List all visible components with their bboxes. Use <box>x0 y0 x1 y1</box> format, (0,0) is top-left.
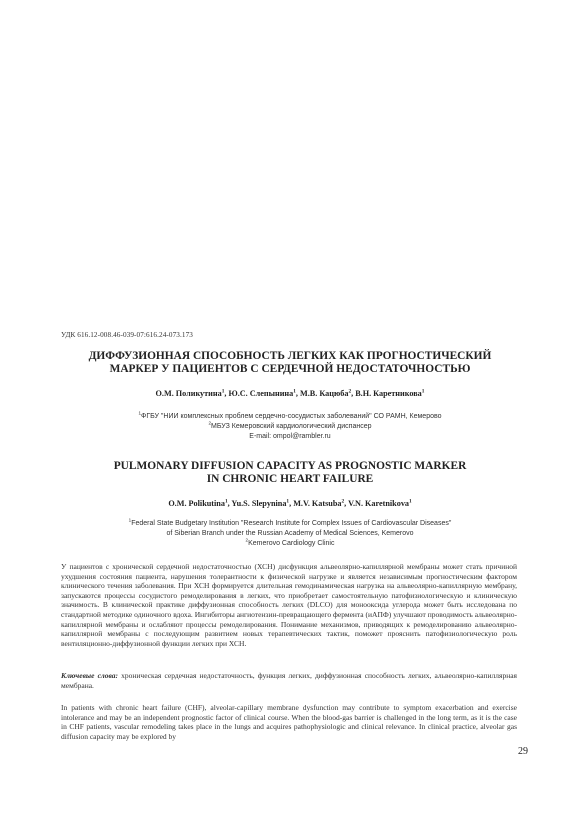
author-affiliation-mark: 1 <box>221 388 225 395</box>
title-en-line1: PULMONARY DIFFUSION CAPACITY AS PROGNOSTIC MARKER <box>113 460 467 472</box>
author-name: V.N. Karetnikova <box>348 499 410 508</box>
author-affiliation-mark: 1 <box>286 498 290 505</box>
affiliation-text: ФГБУ "НИИ комплексных проблем сердечно-сосудистых заболеваний" СО РАМН, Кемерово <box>141 413 442 420</box>
authors-russian: О.М. Поликутина$^1$, Ю.С. Слепынина$^1$, М.В. Кацюба$^2$, В.Н. Каретникова$^1$ <box>155 388 425 398</box>
title-english <box>60 460 520 486</box>
affiliation-ru-1 <box>60 412 520 422</box>
author-name: М.В. Кацюба <box>300 389 349 398</box>
author-name: В.Н. Каретникова <box>355 389 422 398</box>
affiliation-mark: 1 <box>128 517 132 523</box>
affiliation-en-2 <box>60 539 520 549</box>
affiliation-text: Kemerovo Cardiology Clinic <box>248 540 335 548</box>
title-ru-line1: ДИФФУЗИОННАЯ СПОСОБНОСТЬ ЛЕГКИХ КАК ПРОГНОСТИЧЕСКИЙ <box>88 350 492 362</box>
affiliation-mark: 2 <box>208 420 212 426</box>
abstract-russian: У пациентов с хронической сердечной недостаточностью (ХСН) дисфункция альвеолярно-капиллярной мембраны может стать причиной ухудшения состояния пациента, нарушения толерантности к физической нагрузке и является независимым прогностическим фактором клинического течения заболевания. При ХСН формируется длительная гемодинамическая нагрузка на альвеолярно-капиллярную мембрану, запускаются процессы сосудистого ремоделирования в легких, что приобретает самостоятельную патофизиологическую и клиническую значимость. В клинической практике диффузионная способность легких (DLCO) для монооксида углерода может быть исследована по стандартной методике одиночного вдоха. Ингибиторы ангиотензин-превращающего фермента (иАПФ) улучшают проводимость альвеолярно-капиллярной мембраны и ослабляют процессы ремоделирования. Понимание механизмов, приводящих к ремоделированию альвеолярно-капиллярной мембраны с последующим развитием новых терапевтических тактик, поможет прояснить патофизиологическую роль вентиляционно-диффузионной функции легких при ХСН. <box>61 562 517 648</box>
affiliation-mark: 2 <box>245 538 249 544</box>
author-affiliation-mark: 2 <box>341 498 345 505</box>
title-en-line2: IN CHRONIC HEART FAILURE <box>206 472 374 485</box>
author-affiliation-mark: 1 <box>409 498 412 505</box>
affiliations-russian <box>60 412 520 443</box>
affiliation-en-1-cont: of Siberian Branch under the Russian Academy of Medical Sciences, Kemerovo <box>166 530 414 538</box>
keywords-label: Ключевые слова: <box>61 671 119 680</box>
title-ru-line2: МАРКЕР У ПАЦИЕНТОВ С СЕРДЕЧНОЙ НЕДОСТАТОЧНОСТЬЮ <box>109 362 471 375</box>
affiliation-en-1 <box>60 519 520 529</box>
contact-email: E-mail: ompol@rambler.ru <box>249 433 331 441</box>
affiliation-text: Federal State Budgetary Institution "Research Institute for Complex Issues of Cardiovascular Diseases" <box>131 520 452 527</box>
keywords-text: хроническая сердечная недостаточность, функция легких, диффузионная способность легких, альвеолярно-капиллярная мембрана. <box>61 671 517 690</box>
title-russian <box>60 350 520 376</box>
author-name: Yu.S. Slepynina <box>231 499 287 508</box>
abstract-english: In patients with chronic heart failure (CHF), alveolar-capillary membrane dysfunction may contribute to symptom exacerbation and exercise intolerance and may be an independent prognostic factor of clinical course. When the blood-gas barrier is challenged in the long term, as it is the case in CHF patients, vascular remodeling takes place in the lungs and acquires pathophysiologic and clinical relevance. In clinical practice, alveolar gas diffusion capacity may be explored by <box>61 703 517 741</box>
authors-english: O.M. Polikutina$^1$, Yu.S. Slepynina$^1$, M.V. Katsuba$^2$, V.N. Karetnikova$^1$ <box>168 498 412 508</box>
affiliation-mark: 1 <box>138 410 141 416</box>
author-name: O.M. Polikutina <box>168 499 225 508</box>
author-name: О.М. Поликутина <box>155 389 222 398</box>
author-name: M.V. Katsuba <box>293 499 342 508</box>
author-affiliation-mark: 1 <box>224 498 228 505</box>
affiliations-english <box>60 519 520 550</box>
author-name: Ю.С. Слепынина <box>228 389 294 398</box>
keywords-russian <box>61 671 517 690</box>
author-affiliation-mark: 1 <box>421 388 425 395</box>
affiliation-text: МБУЗ Кемеровский кардиологический диспансер <box>211 423 372 431</box>
page-number: 29 <box>518 746 528 757</box>
author-affiliation-mark: 1 <box>293 388 296 395</box>
udk-code: УДК 616.12-008.46-039-07:616.24-073.173 <box>61 331 193 339</box>
affiliation-ru-2 <box>60 422 520 432</box>
author-affiliation-mark: 2 <box>348 388 352 395</box>
